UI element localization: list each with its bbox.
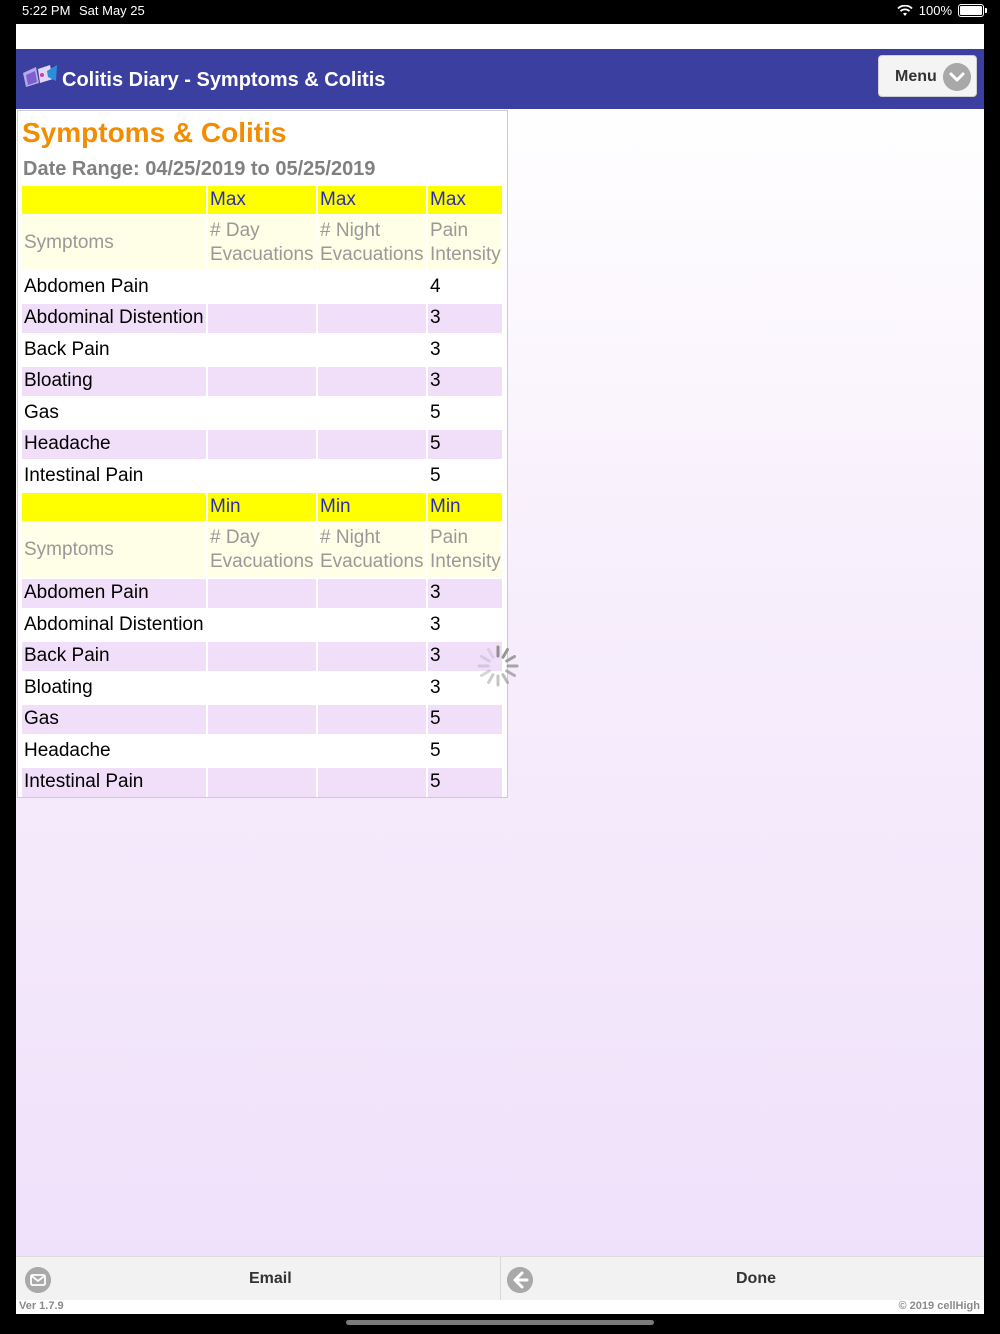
night-cell (318, 705, 426, 735)
app-header (16, 49, 984, 109)
stat-label: Min (318, 493, 426, 521)
pain-cell: 5 (428, 768, 502, 798)
day-cell (208, 461, 316, 491)
stat-label: Min (208, 493, 316, 521)
bottom-toolbar (16, 1256, 984, 1301)
night-cell (318, 768, 426, 798)
battery-percent: 100% (918, 3, 952, 18)
symptom-cell: Headache (22, 736, 206, 766)
night-cell (318, 610, 426, 640)
table-row (22, 610, 502, 640)
column-header: # Night Evacuations (318, 216, 426, 270)
table-row (22, 272, 502, 302)
top-strip (16, 24, 984, 49)
table-row (22, 673, 502, 703)
stat-label (22, 186, 206, 214)
report-panel (17, 110, 508, 798)
night-cell (318, 335, 426, 365)
table-row (22, 705, 502, 735)
day-cell (208, 398, 316, 428)
spinner-icon (476, 644, 520, 688)
pain-cell: 3 (428, 673, 502, 703)
table-row (22, 579, 502, 609)
table-row (22, 398, 502, 428)
day-cell (208, 642, 316, 672)
night-cell (318, 461, 426, 491)
night-cell (318, 367, 426, 397)
column-header: Symptoms (22, 523, 206, 577)
home-indicator[interactable] (346, 1320, 654, 1325)
day-cell (208, 768, 316, 798)
stat-label: Max (428, 186, 502, 214)
email-button[interactable]: Email (249, 1270, 292, 1287)
symptom-cell: Intestinal Pain (22, 461, 206, 491)
max-column-header-row (22, 216, 502, 270)
pain-cell: 3 (428, 579, 502, 609)
day-cell (208, 304, 316, 334)
day-cell (208, 272, 316, 302)
column-header: # Day Evacuations (208, 216, 316, 270)
back-arrow-icon[interactable] (507, 1267, 533, 1293)
status-time: 5:22 PM (22, 3, 71, 18)
pain-cell: 3 (428, 335, 502, 365)
table-row (22, 642, 502, 672)
pain-cell: 5 (428, 461, 502, 491)
symptom-cell: Bloating (22, 673, 206, 703)
symptom-cell: Gas (22, 398, 206, 428)
symptom-cell: Bloating (22, 367, 206, 397)
table-row (22, 304, 502, 334)
symptom-cell: Abdominal Distention (22, 304, 206, 334)
table-row (22, 335, 502, 365)
symptom-cell: Gas (22, 705, 206, 735)
pain-cell: 5 (428, 705, 502, 735)
stat-label: Min (428, 493, 502, 521)
symptom-cell: Headache (22, 430, 206, 460)
toolbar-divider (500, 1257, 501, 1301)
wifi-icon (897, 5, 913, 17)
app-screen (16, 24, 984, 1314)
column-header: # Day Evacuations (208, 523, 316, 577)
column-header: Symptoms (22, 216, 206, 270)
day-cell (208, 367, 316, 397)
night-cell (318, 673, 426, 703)
night-cell (318, 272, 426, 302)
symptom-cell: Abdomen Pain (22, 579, 206, 609)
symptom-cell: Intestinal Pain (22, 768, 206, 798)
report-title: Symptoms & Colitis (22, 117, 287, 148)
footer (16, 1300, 984, 1314)
table-row (22, 430, 502, 460)
night-cell (318, 579, 426, 609)
night-cell (318, 304, 426, 334)
column-header: # Night Evacuations (318, 523, 426, 577)
pain-cell: 3 (428, 304, 502, 334)
pain-cell: 3 (428, 367, 502, 397)
column-header: Pain Intensity (428, 216, 502, 270)
pain-cell: 4 (428, 272, 502, 302)
battery-icon (958, 4, 984, 17)
date-range: Date Range: 04/25/2019 to 05/25/2019 (23, 158, 376, 180)
night-cell (318, 430, 426, 460)
symptom-cell: Abdomen Pain (22, 272, 206, 302)
table-row (22, 736, 502, 766)
night-cell (318, 736, 426, 766)
night-cell (318, 642, 426, 672)
menu-button-label: Menu (895, 68, 937, 85)
day-cell (208, 579, 316, 609)
pain-cell: 3 (428, 610, 502, 640)
column-header: Pain Intensity (428, 523, 502, 577)
pain-cell: 5 (428, 430, 502, 460)
envelope-icon[interactable] (25, 1267, 51, 1293)
status-date: Sat May 25 (79, 3, 145, 18)
status-bar (0, 0, 1000, 24)
day-cell (208, 335, 316, 365)
app-title: Colitis Diary - Symptoms & Colitis (62, 69, 386, 91)
table-row (22, 461, 502, 491)
stat-label: Max (208, 186, 316, 214)
pain-cell: 5 (428, 398, 502, 428)
max-stat-row (22, 186, 502, 214)
day-cell (208, 673, 316, 703)
chevron-down-icon (943, 63, 971, 91)
symptom-cell: Back Pain (22, 335, 206, 365)
copyright-label: © 2019 cellHigh (898, 1300, 980, 1312)
min-stat-row (22, 493, 502, 521)
table-row (22, 367, 502, 397)
done-button[interactable]: Done (736, 1270, 776, 1287)
stat-label: Max (318, 186, 426, 214)
symptom-cell: Abdominal Distention (22, 610, 206, 640)
menu-button[interactable] (878, 55, 977, 97)
day-cell (208, 610, 316, 640)
butterfly-logo-icon (20, 63, 60, 93)
day-cell (208, 430, 316, 460)
pain-cell: 5 (428, 736, 502, 766)
night-cell (318, 398, 426, 428)
symptom-cell: Back Pain (22, 642, 206, 672)
pain-cell: 3 (428, 642, 502, 672)
day-cell (208, 705, 316, 735)
version-label: Ver 1.7.9 (19, 1300, 64, 1312)
stat-label (22, 493, 206, 521)
day-cell (208, 736, 316, 766)
min-column-header-row (22, 523, 502, 577)
table-row (22, 768, 502, 798)
symptoms-table (20, 184, 504, 799)
